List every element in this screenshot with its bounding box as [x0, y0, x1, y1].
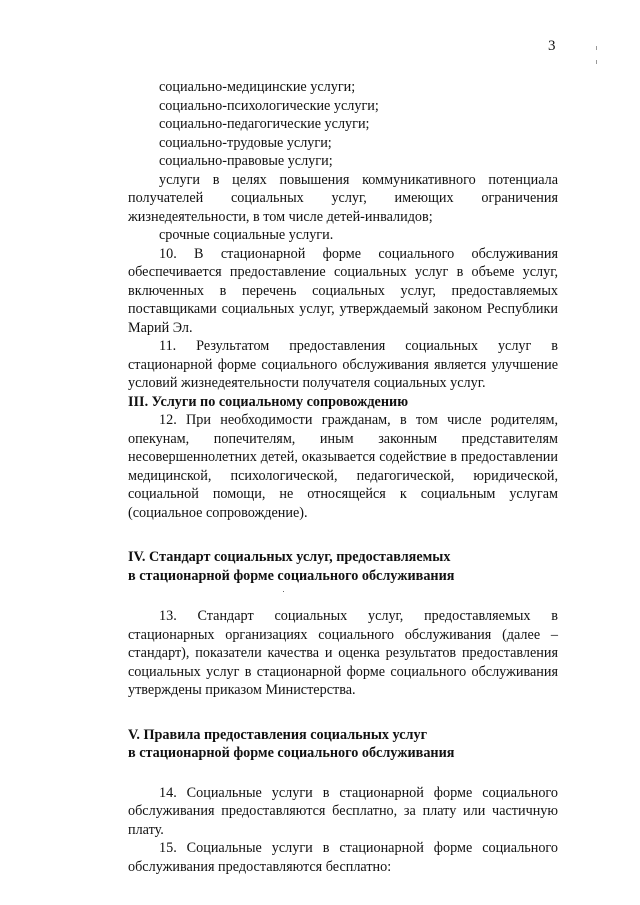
- list-item: социально-психологические услуги;: [159, 97, 379, 114]
- paragraph-10: 10. В стационарной форме социального обслуживания обеспечивается предоставление социальных услуг в объеме услуг, включенных в перечень социальных услуг, предоставляемых поставщиками социальных услуг, утверждаемый законом Республики Марий Эл.: [128, 245, 558, 336]
- paragraph-12: 12. При необходимости гражданам, в том числе родителям, опекунам, попечителям, иным законным представителям несовершеннолетних детей, оказывается содействие в предоставлении медицинской, психологической, педагогической, юридической, социальной помощи, не относящейся к социальным услугам (социальное сопровождение).: [128, 412, 558, 521]
- section-4-title: [128, 548, 558, 585]
- page-number: 3: [548, 38, 556, 54]
- section-5-title-line-2: в стационарной форме социального обслуживания: [128, 745, 455, 761]
- document-body: [128, 78, 558, 876]
- list-item: социально-трудовые услуги;: [159, 134, 332, 151]
- section-5-title-line-1: V. Правила предоставления социальных услуг: [128, 726, 428, 743]
- section-4-title-line-1: IV. Стандарт социальных услуг, предоставляемых: [128, 549, 451, 565]
- section-4-title-line-2: в стационарной форме социального обслуживания: [128, 567, 455, 584]
- paragraph-15: 15. Социальные услуги в стационарной форме социального обслуживания предоставляются бесплатно:: [128, 840, 558, 875]
- scan-mark: [596, 46, 597, 50]
- list-item: срочные социальные услуги.: [159, 227, 334, 243]
- list-item: социально-медицинские услуги;: [159, 79, 356, 95]
- paragraph-13: 13. Стандарт социальных услуг, предоставляемых в стационарных организациях социального обслуживания (далее – стандарт), показатели качества и оценка результатов предоставления социальных услуг в стационарной форме социального обслуживания утверждены приказом Министерства.: [128, 608, 558, 698]
- list-item: услуги в целях повышения коммуникативного потенциала получателей социальных услуг, имеющих ограничения жизнедеятельности, в том числе детей-инвалидов;: [128, 171, 558, 225]
- list-item: социально-педагогические услуги;: [159, 116, 370, 132]
- section-5-title: [128, 726, 558, 763]
- paragraph-11: 11. Результатом предоставления социальных услуг в стационарной форме социального обслуживания является улучшение условий жизнедеятельности получателя социальных услуг.: [128, 338, 558, 391]
- section-3-title: III. Услуги по социальному сопровождению: [128, 393, 409, 410]
- paragraph-14: 14. Социальные услуги в стационарной форме социального обслуживания предоставляются бесплатно, за плату или частичную плату.: [128, 784, 558, 838]
- scan-speck: [283, 591, 284, 592]
- scan-mark: [596, 60, 597, 64]
- list-item: социально-правовые услуги;: [159, 153, 333, 169]
